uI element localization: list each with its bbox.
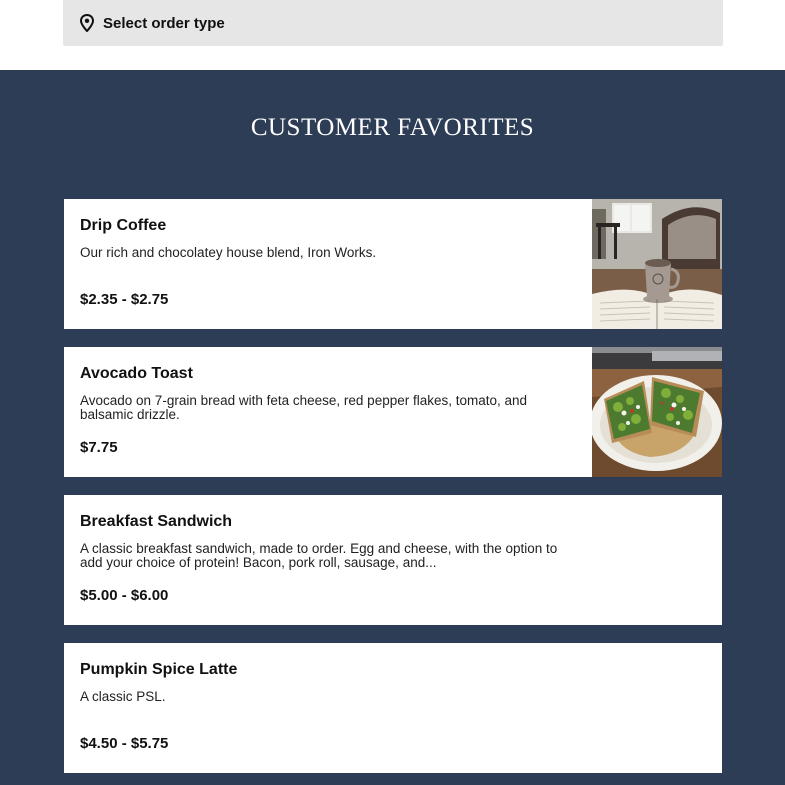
section-title: CUSTOMER FAVORITES — [250, 114, 535, 141]
order-type-section — [0, 0, 785, 70]
menu-item-price: $5.00 - $6.00 — [80, 587, 169, 604]
order-type-label: Select order type — [103, 14, 225, 32]
menu-item-description: A classic breakfast sandwich, made to order. Egg and cheese, with the option to add your choice of protein! Bacon, pork roll, sausage, and... — [80, 541, 558, 570]
menu-item-price: $4.50 - $5.75 — [80, 735, 169, 752]
menu-item-breakfast-sandwich[interactable] — [64, 495, 722, 625]
select-order-type-button[interactable] — [63, 0, 723, 46]
menu-item-name: Breakfast Sandwich — [80, 513, 233, 530]
menu-item-description: A classic PSL. — [80, 689, 166, 704]
menu-item-avocado-toast[interactable] — [64, 347, 722, 477]
location-pin-icon — [79, 14, 95, 32]
menu-item-price: $2.35 - $2.75 — [80, 291, 169, 308]
menu-item-name: Pumpkin Spice Latte — [80, 661, 238, 678]
drip-coffee-photo — [592, 199, 722, 329]
menu-item-name: Drip Coffee — [80, 217, 167, 234]
menu-item-description: Our rich and chocolatey house blend, Iron Works. — [80, 245, 377, 260]
menu-item-pumpkin-spice-latte[interactable] — [64, 643, 722, 773]
customer-favorites-section — [0, 70, 785, 785]
avocado-toast-photo — [592, 347, 722, 477]
menu-item-price: $7.75 — [80, 439, 118, 456]
menu-item-drip-coffee[interactable] — [64, 199, 722, 329]
menu-item-name: Avocado Toast — [80, 365, 193, 382]
menu-item-description: Avocado on 7-grain bread with feta cheese, red pepper flakes, tomato, and balsamic drizzle. — [80, 393, 528, 422]
